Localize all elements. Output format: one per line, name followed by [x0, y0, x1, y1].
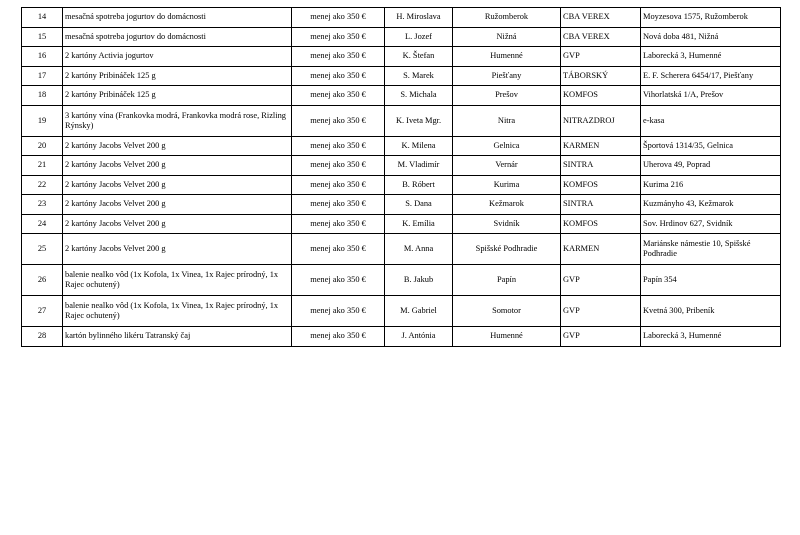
row-number: 21: [22, 156, 63, 176]
store-cell: KOMFOS: [561, 214, 641, 234]
row-number: 14: [22, 8, 63, 28]
winner-name-cell: K. Iveta Mgr.: [385, 105, 453, 136]
prize-cell: 2 kartóny Jacobs Velvet 200 g: [63, 195, 292, 215]
row-number: 28: [22, 327, 63, 347]
prize-cell: balenie nealko vôd (1x Kofola, 1x Vinea, 1x Rajec prírodný, 1x Rajec ochutený): [63, 296, 292, 327]
table-row: [22, 234, 781, 265]
prize-cell: 2 kartóny Jacobs Velvet 200 g: [63, 175, 292, 195]
city-cell: Somotor: [453, 296, 561, 327]
row-number: 27: [22, 296, 63, 327]
row-number: 20: [22, 136, 63, 156]
store-cell: TÁBORSKÝ: [561, 66, 641, 86]
winner-name-cell: S. Michala: [385, 86, 453, 106]
winners-table: [21, 7, 781, 347]
row-number: 18: [22, 86, 63, 106]
value-cell: menej ako 350 €: [292, 86, 385, 106]
prize-cell: 2 kartóny Pribináček 125 g: [63, 86, 292, 106]
winner-name-cell: K. Milena: [385, 136, 453, 156]
store-cell: KOMFOS: [561, 86, 641, 106]
store-cell: GVP: [561, 327, 641, 347]
city-cell: Prešov: [453, 86, 561, 106]
prize-cell: mesačná spotreba jogurtov do domácnosti: [63, 8, 292, 28]
winner-name-cell: B. Jakub: [385, 265, 453, 296]
store-address-cell: Mariánske námestie 10, Spišské Podhradie: [641, 234, 781, 265]
prize-cell: 2 kartóny Jacobs Velvet 200 g: [63, 136, 292, 156]
table-row: [22, 175, 781, 195]
row-number: 15: [22, 27, 63, 47]
value-cell: menej ako 350 €: [292, 265, 385, 296]
store-cell: GVP: [561, 47, 641, 67]
city-cell: Piešťany: [453, 66, 561, 86]
row-number: 25: [22, 234, 63, 265]
table-row: [22, 265, 781, 296]
store-cell: NITRAZDROJ: [561, 105, 641, 136]
prize-cell: 2 kartóny Jacobs Velvet 200 g: [63, 214, 292, 234]
store-address-cell: Športová 1314/35, Gelnica: [641, 136, 781, 156]
row-number: 16: [22, 47, 63, 67]
winner-name-cell: K. Štefan: [385, 47, 453, 67]
store-address-cell: Kuzmányho 43, Kežmarok: [641, 195, 781, 215]
store-cell: GVP: [561, 265, 641, 296]
winner-name-cell: H. Miroslava: [385, 8, 453, 28]
row-number: 19: [22, 105, 63, 136]
store-address-cell: Kurima 216: [641, 175, 781, 195]
winner-name-cell: J. Antónia: [385, 327, 453, 347]
winner-name-cell: M. Vladimír: [385, 156, 453, 176]
city-cell: Kurima: [453, 175, 561, 195]
store-cell: GVP: [561, 296, 641, 327]
row-number: 26: [22, 265, 63, 296]
value-cell: menej ako 350 €: [292, 327, 385, 347]
city-cell: Kežmarok: [453, 195, 561, 215]
value-cell: menej ako 350 €: [292, 156, 385, 176]
winner-name-cell: M. Gabriel: [385, 296, 453, 327]
store-address-cell: Nová doba 481, Nižná: [641, 27, 781, 47]
store-cell: SINTRA: [561, 195, 641, 215]
city-cell: Humenné: [453, 47, 561, 67]
table-row: [22, 327, 781, 347]
store-address-cell: Moyzesova 1575, Ružomberok: [641, 8, 781, 28]
store-address-cell: Uherova 49, Poprad: [641, 156, 781, 176]
store-address-cell: E. F. Scherera 6454/17, Piešťany: [641, 66, 781, 86]
store-address-cell: Laborecká 3, Humenné: [641, 327, 781, 347]
value-cell: menej ako 350 €: [292, 214, 385, 234]
city-cell: Nitra: [453, 105, 561, 136]
value-cell: menej ako 350 €: [292, 136, 385, 156]
value-cell: menej ako 350 €: [292, 195, 385, 215]
row-number: 23: [22, 195, 63, 215]
store-address-cell: Papín 354: [641, 265, 781, 296]
city-cell: Spišské Podhradie: [453, 234, 561, 265]
winner-name-cell: B. Róbert: [385, 175, 453, 195]
winner-name-cell: M. Anna: [385, 234, 453, 265]
table-row: [22, 195, 781, 215]
value-cell: menej ako 350 €: [292, 47, 385, 67]
store-cell: KARMEN: [561, 234, 641, 265]
table-row: [22, 105, 781, 136]
value-cell: menej ako 350 €: [292, 66, 385, 86]
value-cell: menej ako 350 €: [292, 8, 385, 28]
table-row: [22, 214, 781, 234]
store-address-cell: Kvetná 300, Pribeník: [641, 296, 781, 327]
value-cell: menej ako 350 €: [292, 234, 385, 265]
value-cell: menej ako 350 €: [292, 175, 385, 195]
store-cell: CBA VEREX: [561, 27, 641, 47]
table-row: [22, 296, 781, 327]
winner-name-cell: L. Jozef: [385, 27, 453, 47]
store-cell: KOMFOS: [561, 175, 641, 195]
city-cell: Ružomberok: [453, 8, 561, 28]
value-cell: menej ako 350 €: [292, 105, 385, 136]
store-cell: CBA VEREX: [561, 8, 641, 28]
table-row: [22, 66, 781, 86]
prize-cell: 3 kartóny vína (Frankovka modrá, Frankovka modrá rose, Rizling Rýnsky): [63, 105, 292, 136]
prize-cell: balenie nealko vôd (1x Kofola, 1x Vinea, 1x Rajec prírodný, 1x Rajec ochutený): [63, 265, 292, 296]
winner-name-cell: S. Dana: [385, 195, 453, 215]
prize-cell: mesačná spotreba jogurtov do domácnosti: [63, 27, 292, 47]
table-row: [22, 136, 781, 156]
table-row: [22, 86, 781, 106]
prize-cell: 2 kartóny Jacobs Velvet 200 g: [63, 234, 292, 265]
store-address-cell: e-kasa: [641, 105, 781, 136]
table-row: [22, 8, 781, 28]
city-cell: Nižná: [453, 27, 561, 47]
row-number: 17: [22, 66, 63, 86]
value-cell: menej ako 350 €: [292, 27, 385, 47]
store-cell: KARMEN: [561, 136, 641, 156]
city-cell: Gelnica: [453, 136, 561, 156]
table-row: [22, 156, 781, 176]
prize-cell: kartón bylinného likéru Tatranský čaj: [63, 327, 292, 347]
city-cell: Humenné: [453, 327, 561, 347]
table-row: [22, 27, 781, 47]
store-address-cell: Sov. Hrdinov 627, Svidník: [641, 214, 781, 234]
prize-cell: 2 kartóny Jacobs Velvet 200 g: [63, 156, 292, 176]
city-cell: Vernár: [453, 156, 561, 176]
winner-name-cell: K. Emília: [385, 214, 453, 234]
prize-cell: 2 kartóny Pribináček 125 g: [63, 66, 292, 86]
store-address-cell: Laborecká 3, Humenné: [641, 47, 781, 67]
winner-name-cell: S. Marek: [385, 66, 453, 86]
prize-cell: 2 kartóny Activia jogurtov: [63, 47, 292, 67]
table-row: [22, 47, 781, 67]
city-cell: Svidník: [453, 214, 561, 234]
row-number: 22: [22, 175, 63, 195]
city-cell: Papín: [453, 265, 561, 296]
value-cell: menej ako 350 €: [292, 296, 385, 327]
row-number: 24: [22, 214, 63, 234]
store-cell: SINTRA: [561, 156, 641, 176]
store-address-cell: Vihorlatská 1/A, Prešov: [641, 86, 781, 106]
